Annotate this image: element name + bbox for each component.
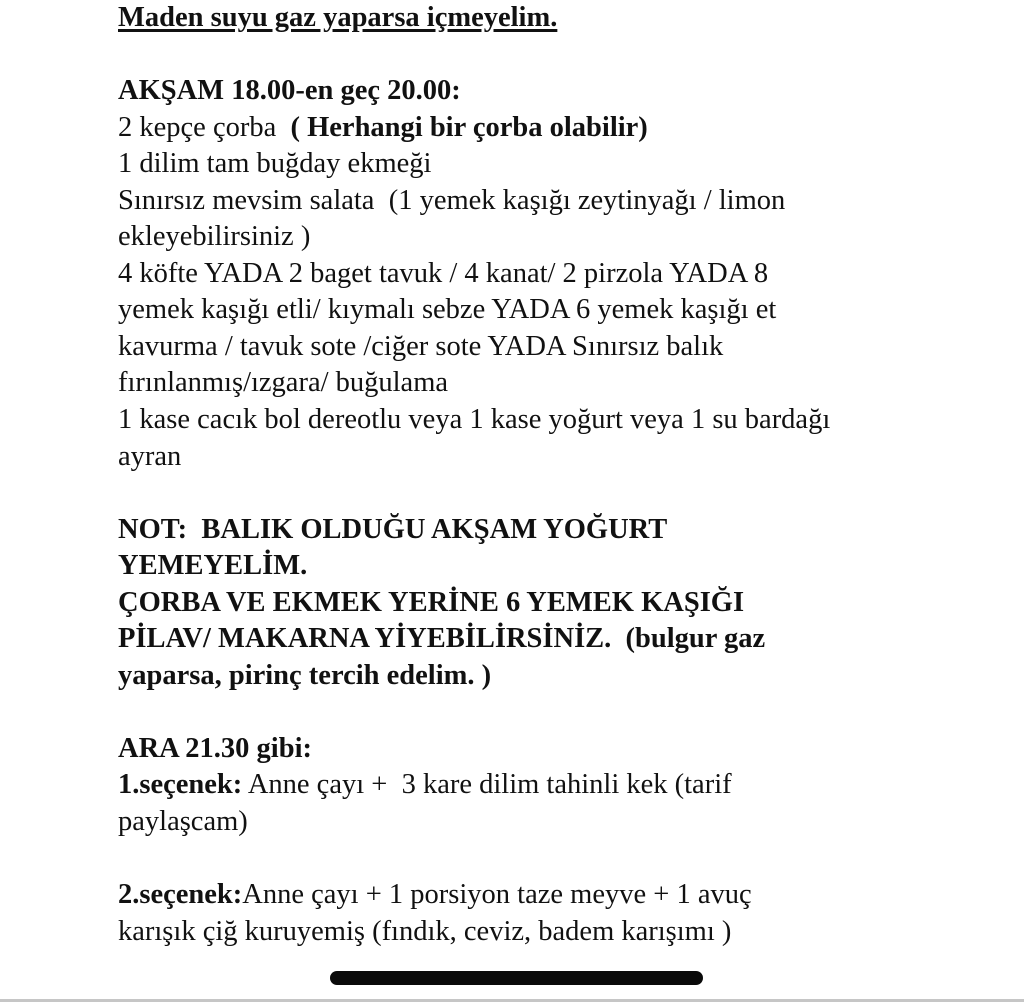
text-segment: ekleyebilirsiniz ) — [118, 221, 311, 253]
text-line — [118, 804, 978, 841]
text-segment: yaparsa, pirinç tercih edelim. ) — [118, 659, 492, 691]
text-segment: 4 köfte YADA 2 baget tavuk / 4 kanat/ 2 pirzola YADA 8 — [118, 257, 769, 289]
text-segment: kavurma / tavuk sote /ciğer sote YADA Sınırsız balık — [118, 330, 724, 362]
text-line — [118, 914, 978, 951]
text-line — [118, 439, 978, 476]
blank-line — [118, 841, 978, 878]
text-segment: NOT: BALIK OLDUĞU AKŞAM YOĞURT — [118, 513, 668, 545]
text-segment: 1.seçenek: — [118, 769, 243, 801]
text-line — [118, 877, 978, 914]
text-segment: 1 kase cacık bol dereotlu veya 1 kase yoğurt veya 1 su bardağı — [118, 404, 831, 436]
text-line — [118, 621, 978, 658]
text-segment: Sınırsız mevsim salata (1 yemek kaşığı zeytinyağı / limon — [118, 184, 786, 216]
text-segment: ayran — [118, 440, 182, 472]
dinner-heading — [118, 73, 978, 110]
home-indicator-bar[interactable] — [330, 971, 703, 985]
text-line — [118, 110, 978, 147]
blank-line — [118, 37, 978, 74]
text-line — [118, 658, 978, 695]
text-segment: 2.seçenek: — [118, 879, 243, 911]
title — [118, 0, 978, 37]
blank-line — [118, 475, 978, 512]
text-segment: PİLAV/ MAKARNA YİYEBİLİRSİNİZ. (bulgur gaz — [118, 623, 766, 655]
text-line — [118, 256, 978, 293]
text-segment: ÇORBA VE EKMEK YERİNE 6 YEMEK KAŞIĞI — [118, 586, 745, 618]
text-line — [118, 767, 978, 804]
blank-line — [118, 694, 978, 731]
document-body — [118, 0, 978, 950]
text-segment: paylaşcam) — [118, 806, 248, 838]
text-segment: Anne çayı + 3 kare dilim tahinli kek (tarif — [242, 769, 732, 801]
text-segment: Anne çayı + 1 porsiyon taze meyve + 1 avuç — [242, 879, 752, 911]
note-heading — [118, 512, 978, 549]
text-line — [118, 329, 978, 366]
text-segment: 2 kepçe çorba — [118, 111, 291, 143]
text-line — [118, 585, 978, 622]
text-segment: fırınlanmış/ızgara/ buğulama — [118, 367, 449, 399]
snack-heading — [118, 731, 978, 768]
text-segment: ARA 21.30 gibi: — [118, 732, 312, 764]
text-line — [118, 219, 978, 256]
text-segment: yemek kaşığı etli/ kıymalı sebze YADA 6 yemek kaşığı et — [118, 294, 777, 326]
text-line — [118, 292, 978, 329]
text-segment: Maden suyu gaz yaparsa içmeyelim. — [118, 2, 558, 33]
text-line — [118, 402, 978, 439]
text-line — [118, 365, 978, 402]
text-segment: 1 dilim tam buğday ekmeği — [118, 148, 432, 180]
text-segment: karışık çiğ kuruyemiş (fındık, ceviz, badem karışımı ) — [118, 915, 732, 947]
bottom-divider — [0, 999, 1024, 1002]
text-line — [118, 183, 978, 220]
text-segment: ( Herhangi bir çorba olabilir) — [290, 111, 648, 143]
text-line — [118, 146, 978, 183]
text-line — [118, 548, 978, 585]
text-segment: AKŞAM 18.00-en geç 20.00: — [118, 75, 461, 107]
text-segment: YEMEYELİM. — [118, 550, 308, 582]
